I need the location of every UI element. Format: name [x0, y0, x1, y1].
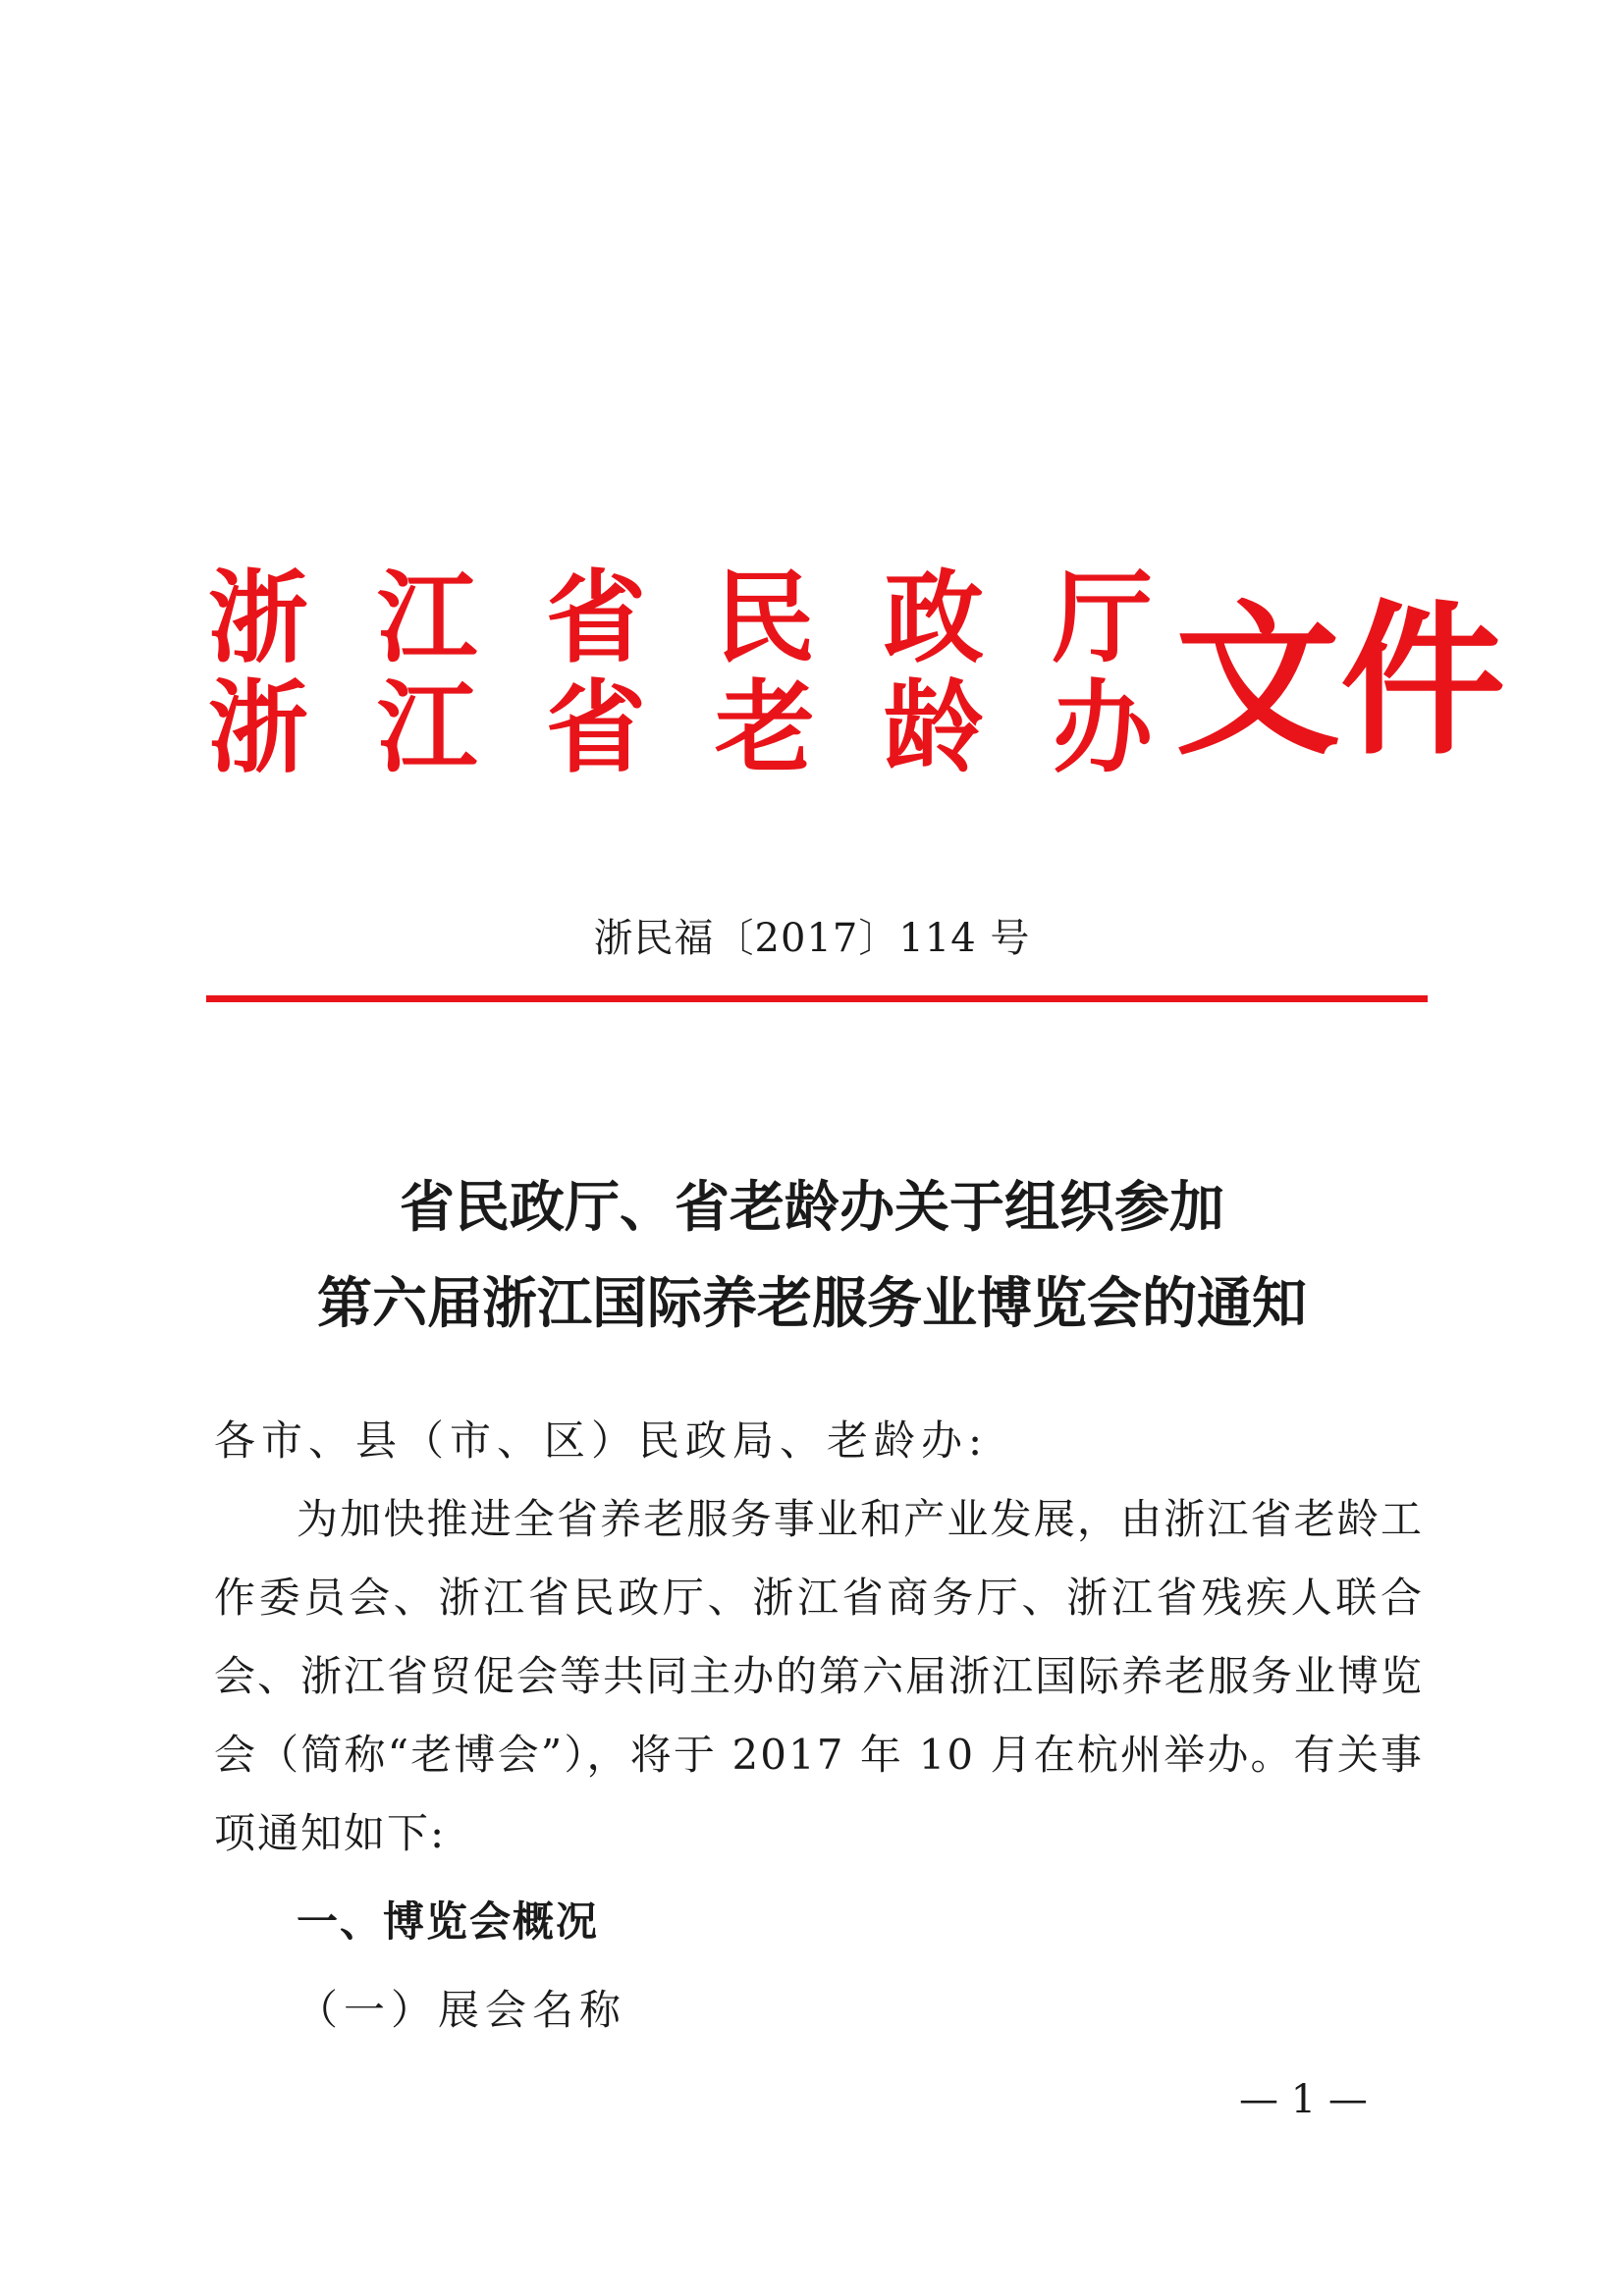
salutation: 各市、县（市、区）民政局、老龄办: — [214, 1416, 989, 1465]
issuer-char: 老 — [715, 669, 815, 787]
issuer-line-civil-affairs — [208, 560, 1153, 677]
document-type-label: 文件 — [1175, 583, 1505, 777]
issuer-char: 省 — [546, 669, 646, 787]
section-heading: 一、博览会概况 — [297, 1897, 600, 1946]
document-title-line-2: 第六届浙江国际养老服务业博览会的通知 — [317, 1271, 1307, 1336]
issuer-char: 厅 — [1053, 560, 1153, 677]
subsection-heading: （一）展会名称 — [297, 1986, 627, 2034]
red-divider-line — [206, 995, 1428, 1002]
issuer-char: 办 — [1053, 669, 1153, 787]
issuer-char: 江 — [377, 560, 477, 677]
document-number: 浙民福〔2017〕114 号 — [593, 916, 1031, 961]
page-number: — 1 — — [1239, 2077, 1368, 2122]
issuer-char: 政 — [884, 560, 984, 677]
masthead — [208, 550, 1505, 795]
issuer-char: 龄 — [884, 669, 984, 787]
issuer-line-aging-office — [208, 669, 1153, 787]
issuer-char: 浙 — [208, 560, 308, 677]
document-title-line-1: 省民政厅、省老龄办关于组织参加 — [400, 1175, 1224, 1240]
issuer-char: 民 — [715, 560, 815, 677]
issuer-char: 江 — [377, 669, 477, 787]
issuer-char: 省 — [546, 560, 646, 677]
issuer-char: 浙 — [208, 669, 308, 787]
body-paragraph: 为加快推进全省养老服务事业和产业发展，由浙江省老龄工作委员会、浙江省民政厅、浙江省商务厅、浙江省残疾人联合会、浙江省贸促会等共同主办的第六届浙江国际养老服务业博览会（简称“老博会”），将于 2017 年 10 月在杭州举办。有关事项通知如下: — [214, 1495, 1425, 1857]
